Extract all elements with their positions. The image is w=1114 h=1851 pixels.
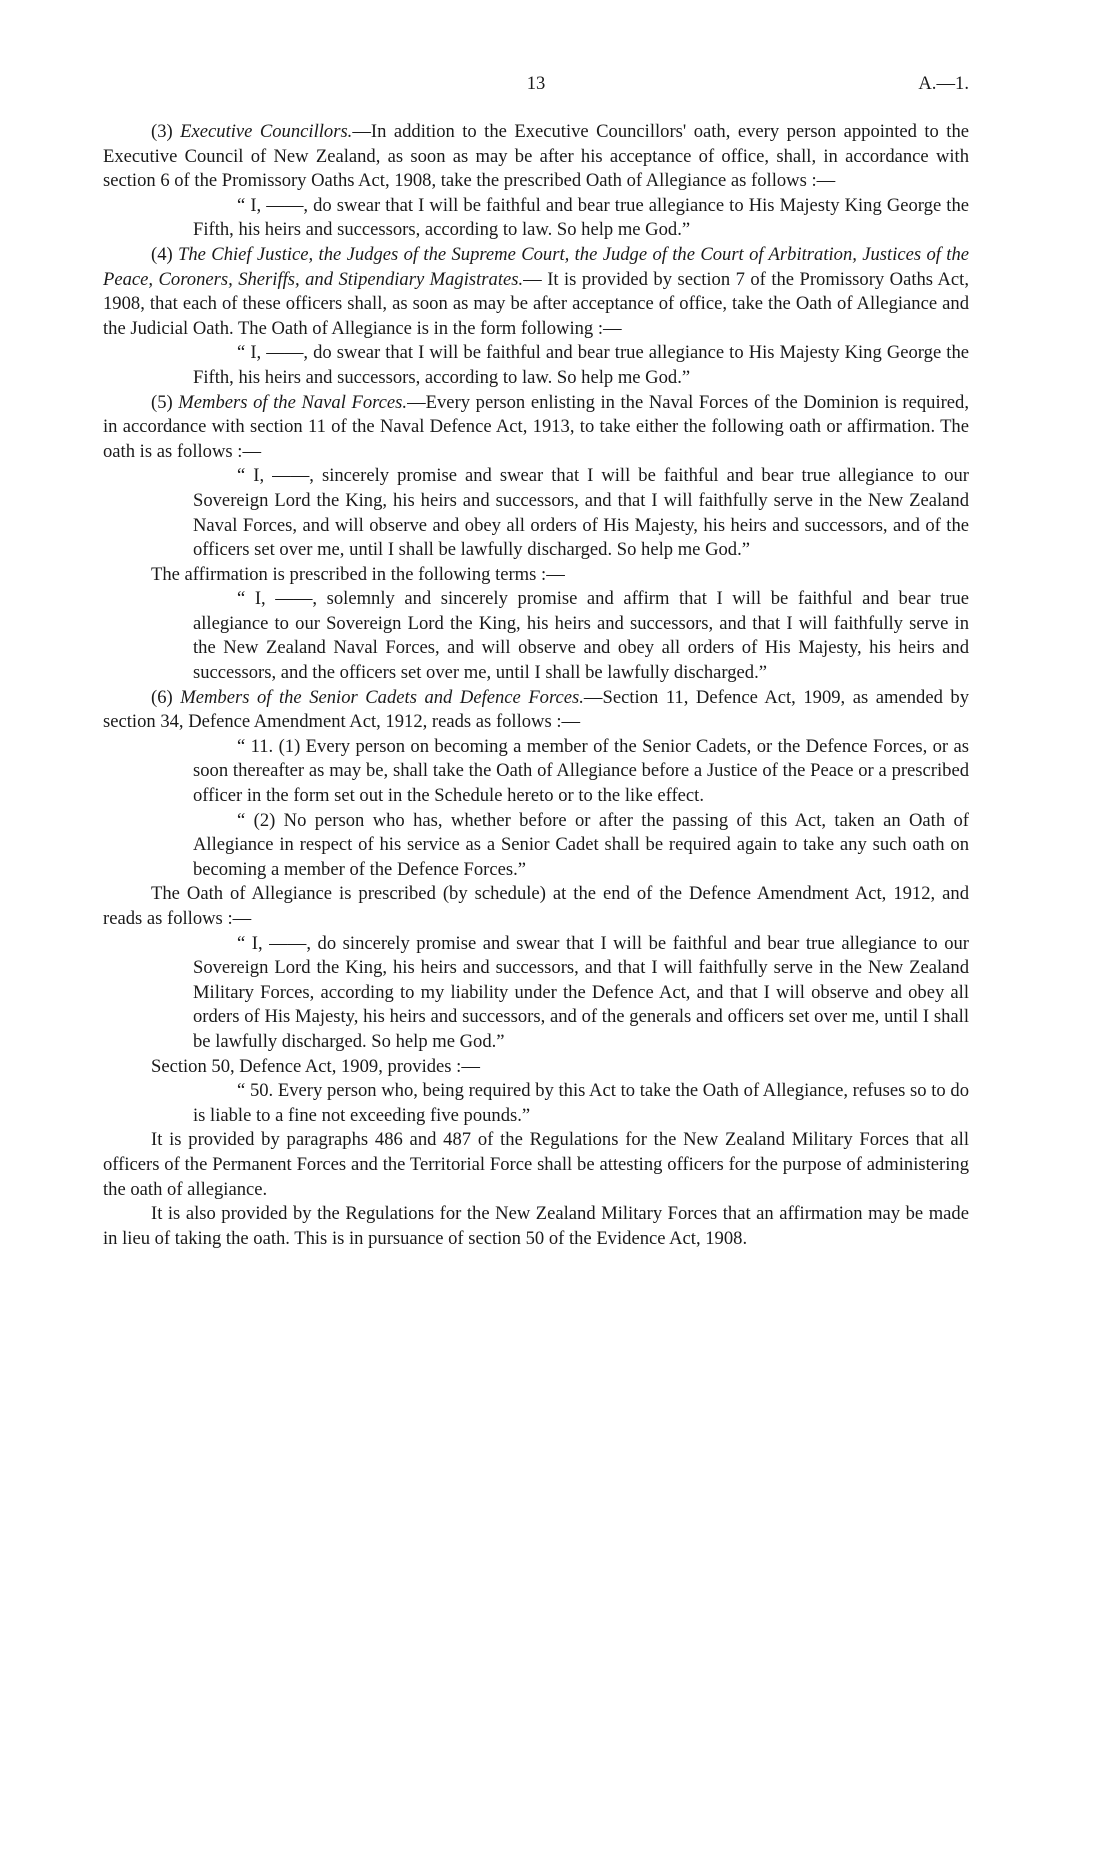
section-4-paragraph — [103, 243, 969, 341]
section-5-text: —Every person enlisting in the Naval Forces of the Dominion is required, in accordance with section 11 of the Naval Defence Act, 1913, to take either the following oath or affirmation. The oath is as follows :— — [103, 391, 969, 462]
section-5-oath: “ I, ——, sincerely promise and swear that I will be faithful and bear true allegiance to our Sovereign Lord the King, his heirs and successors, and that I will faithfully serve in the New Zealand Naval Forces, and will observe and obey all orders of His Majesty, his heirs and successors, and of the officers set over me, until I shall be lawfully discharged. So help me God.” — [193, 465, 969, 561]
section-50-intro: Section 50, Defence Act, 1909, provides :— — [151, 1055, 480, 1077]
section-6-number: (6) — [151, 686, 173, 708]
section-3-oath: “ I, ——, do swear that I will be faithful and bear true allegiance to His Majesty King George the Fifth, his heirs and successors, according to law. So help me God.” — [193, 194, 969, 241]
section-5-paragraph — [103, 391, 969, 465]
section-4-text: — It is provided by section 7 of the Promissory Oaths Act, 1908, that each of these officers shall, as soon as may be after acceptance of office, take the Oath of Allegiance and the Judicial Oath. The Oath of Allegiance is in the form following :— — [103, 268, 969, 339]
section-5-affirmation-intro: The affirmation is prescribed in the following terms :— — [151, 563, 565, 585]
section-6-paragraph — [103, 686, 969, 735]
page-header — [103, 72, 969, 104]
schedule-intro: The Oath of Allegiance is prescribed (by schedule) at the end of the Defence Amendment Act, 1912, and reads as follows :— — [103, 883, 969, 929]
section-6-quote-subsection-1: “ 11. (1) Every person on becoming a member of the Senior Cadets, or the Defence Forces, or as soon thereafter as may be, shall take the Oath of Allegiance before a Justice of the Peace or a prescribed officer in the form set out in the Schedule hereto or to the like effect. — [193, 735, 969, 807]
section-5-affirmation: “ I, ——, solemnly and sincerely promise and affirm that I will be faithful and bear true allegiance to our Sovereign Lord the King, his heirs and successors, and that I will faithfully serve in the New Zealand Naval Forces, and will observe and obey all orders of His Majesty, his heirs and successors, and the officers set over me, until I shall be lawfully discharged.” — [193, 588, 969, 684]
section-6-quote-subsection-2: “ (2) No person who has, whether before or after the passing of this Act, taken an Oath of Allegiance in respect of his service as a Senior Cadet shall be required again to take any such oath on becoming a member of the Defence Forces.” — [193, 809, 969, 880]
section-3-paragraph — [103, 120, 969, 194]
section-6-text: —Section 11, Defence Act, 1909, as amended by section 34, Defence Amendment Act, 1912, reads as follows :— — [103, 686, 969, 733]
section-5-number: (5) — [151, 391, 173, 413]
page-number: 13 — [526, 73, 546, 94]
section-3-text: —In addition to the Executive Councillors' oath, every person appointed to the Executive Council of New Zealand, as soon as may be after his acceptance of office, shall, in accordance with section 6 of the Promissory Oaths Act, 1908, take the prescribed Oath of Allegiance as follows :— — [103, 121, 970, 192]
section-3-number: (3) — [151, 121, 173, 142]
section-6-heading: Members of the Senior Cadets and Defence Forces. — [180, 686, 584, 708]
section-4-heading: The Chief Justice, the Judges of the Supreme Court, the Judge of the Court of Arbitration, Justices of the Peace, Coroners, Sheriffs, and Stipendiary Magistrates. — [103, 243, 969, 290]
regulations-paragraph-1: It is provided by paragraphs 486 and 487 of the Regulations for the New Zealand Military Forces that all officers of the Permanent Forces and the Territorial Force shall be attesting officers for the purpose of administering the oath of allegiance. — [103, 1129, 969, 1200]
section-3-heading: Executive Councillors. — [180, 121, 353, 142]
section-4-number: (4) — [151, 243, 173, 265]
document-reference: A.—1. — [918, 73, 969, 94]
regulations-paragraph-2: It is also provided by the Regulations for the New Zealand Military Forces that an affirmation may be made in lieu of taking the oath. This is in pursuance of section 50 of the Evidence Act, 1908. — [103, 1203, 969, 1249]
section-5-heading: Members of the Naval Forces. — [178, 391, 408, 413]
schedule-oath: “ I, ——, do sincerely promise and swear that I will be faithful and bear true allegiance to our Sovereign Lord the King, his heirs and successors, and that I will faithfully serve in the New Zealand Military Forces, according to my liability under the Defence Act, and that I will observe and obey all orders of His Majesty, his heirs and successors, and of the generals and officers set over me, until I shall be lawfully discharged. So help me God.” — [193, 932, 969, 1052]
document-page — [103, 72, 969, 1251]
section-50-text: “ 50. Every person who, being required by this Act to take the Oath of Allegiance, refuses so to do is liable to a fine not exceeding five pounds.” — [193, 1080, 969, 1126]
section-4-oath: “ I, ——, do swear that I will be faithful and bear true allegiance to His Majesty King George the Fifth, his heirs and successors, according to law. So help me God.” — [193, 342, 969, 388]
